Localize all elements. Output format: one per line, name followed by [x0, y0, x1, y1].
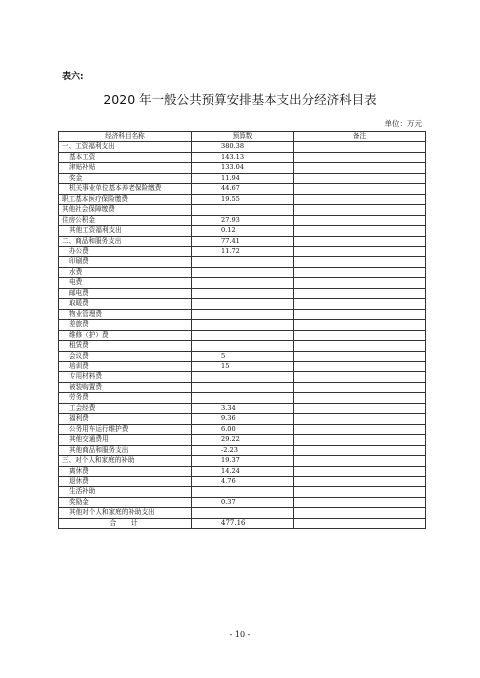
table-row — [59, 309, 426, 319]
row-item-name: 办公费 — [59, 246, 192, 256]
row-item-name: 邮电费 — [59, 288, 192, 298]
row-item-name: 其他对个人和家庭的补助支出 — [59, 508, 192, 518]
row-item-name: 一、工资福利支出 — [59, 142, 192, 152]
table-row — [59, 372, 426, 382]
row-amount: 380.38 — [192, 142, 294, 152]
table-row — [59, 320, 426, 330]
row-amount: 133.04 — [192, 163, 294, 173]
table-row — [59, 351, 426, 361]
table-row — [59, 393, 426, 403]
row-item-name: 其他商品和服务支出 — [59, 445, 192, 455]
table-row — [59, 497, 426, 507]
row-amount: 9.36 — [192, 414, 294, 424]
row-item-name: 生活补助 — [59, 487, 192, 497]
row-note — [294, 205, 426, 215]
row-note — [294, 497, 426, 507]
row-amount: 3.34 — [192, 403, 294, 413]
table-row — [59, 445, 426, 455]
row-amount — [192, 205, 294, 215]
table-label: 表六: — [62, 72, 84, 82]
table-row — [59, 476, 426, 486]
row-item-name: 其他交通费用 — [59, 435, 192, 445]
row-note — [294, 466, 426, 476]
table-row — [59, 414, 426, 424]
row-amount — [192, 278, 294, 288]
row-amount — [192, 257, 294, 267]
row-item-name: 职工基本医疗保险缴费 — [59, 194, 192, 204]
row-note — [294, 445, 426, 455]
row-amount: 6.00 — [192, 424, 294, 434]
row-item-name: 培训费 — [59, 361, 192, 371]
table-row — [59, 194, 426, 204]
row-item-name: 专用材料费 — [59, 372, 192, 382]
table-row — [59, 205, 426, 215]
row-amount — [192, 288, 294, 298]
row-note — [294, 278, 426, 288]
column-header-note: 备注 — [294, 132, 426, 142]
row-amount: 15 — [192, 361, 294, 371]
row-amount — [192, 299, 294, 309]
row-note — [294, 393, 426, 403]
row-item-name: 会议费 — [59, 351, 192, 361]
row-amount: 44.67 — [192, 184, 294, 194]
row-note — [294, 163, 426, 173]
table-row — [59, 508, 426, 518]
total-amount: 477.16 — [192, 518, 294, 528]
row-note — [294, 173, 426, 183]
table-row — [59, 403, 426, 413]
row-amount: 19.37 — [192, 456, 294, 466]
row-item-name: 奖金 — [59, 173, 192, 183]
row-item-name: 二、商品和服务支出 — [59, 236, 192, 246]
row-amount: 77.41 — [192, 236, 294, 246]
row-amount: -2.23 — [192, 445, 294, 455]
row-amount — [192, 309, 294, 319]
row-note — [294, 508, 426, 518]
table-row — [59, 267, 426, 277]
row-amount — [192, 341, 294, 351]
row-amount: 27.93 — [192, 215, 294, 225]
row-amount — [192, 508, 294, 518]
table-row — [59, 152, 426, 162]
table-row — [59, 173, 426, 183]
row-note — [294, 215, 426, 225]
table-row — [59, 456, 426, 466]
row-item-name: 公务用车运行维护费 — [59, 424, 192, 434]
row-amount — [192, 487, 294, 497]
budget-table — [58, 131, 426, 529]
table-row — [59, 487, 426, 497]
row-item-name: 水费 — [59, 267, 192, 277]
total-row — [59, 518, 426, 528]
row-note — [294, 341, 426, 351]
unit-label: 单位：万元 — [384, 119, 422, 128]
row-amount: 19.55 — [192, 194, 294, 204]
table-row — [59, 278, 426, 288]
table-row — [59, 382, 426, 392]
row-item-name: 机关事业单位基本养老保险缴费 — [59, 184, 192, 194]
row-note — [294, 246, 426, 256]
row-note — [294, 476, 426, 486]
row-amount: 0.12 — [192, 226, 294, 236]
table-row — [59, 142, 426, 152]
row-amount: 11.94 — [192, 173, 294, 183]
row-note — [294, 487, 426, 497]
row-note — [294, 382, 426, 392]
row-note — [294, 403, 426, 413]
table-row — [59, 361, 426, 371]
row-item-name: 其他工资福利支出 — [59, 226, 192, 236]
table-row — [59, 341, 426, 351]
row-note — [294, 435, 426, 445]
row-item-name: 维修（护）费 — [59, 330, 192, 340]
total-label: 合 计 — [59, 518, 192, 528]
table-row — [59, 330, 426, 340]
row-note — [294, 351, 426, 361]
row-amount — [192, 330, 294, 340]
row-note — [294, 330, 426, 340]
table-row — [59, 299, 426, 309]
row-amount: 5 — [192, 351, 294, 361]
table-row — [59, 435, 426, 445]
row-item-name: 工会经费 — [59, 403, 192, 413]
row-note — [294, 184, 426, 194]
row-item-name: 被装购置费 — [59, 382, 192, 392]
column-header-item: 经济科目名称 — [59, 132, 192, 142]
row-note — [294, 288, 426, 298]
table-row — [59, 236, 426, 246]
row-note — [294, 152, 426, 162]
row-item-name: 物业管理费 — [59, 309, 192, 319]
row-note — [294, 267, 426, 277]
row-item-name: 取暖费 — [59, 299, 192, 309]
table-row — [59, 424, 426, 434]
table-row — [59, 184, 426, 194]
row-item-name: 电费 — [59, 278, 192, 288]
row-item-name: 津贴补贴 — [59, 163, 192, 173]
row-note — [294, 142, 426, 152]
row-note — [294, 257, 426, 267]
row-item-name: 其他社会保障缴费 — [59, 205, 192, 215]
row-amount — [192, 393, 294, 403]
row-amount: 0.37 — [192, 497, 294, 507]
row-note — [294, 236, 426, 246]
row-note — [294, 194, 426, 204]
table-row — [59, 215, 426, 225]
page-title: 2020 年一般公共预算安排基本支出分经济科目表 — [103, 92, 377, 107]
table-row — [59, 163, 426, 173]
table-row — [59, 246, 426, 256]
row-item-name: 印刷费 — [59, 257, 192, 267]
row-note — [294, 414, 426, 424]
row-item-name: 差旅费 — [59, 320, 192, 330]
row-amount: 29.22 — [192, 435, 294, 445]
row-note — [294, 372, 426, 382]
table-row — [59, 257, 426, 267]
row-amount: 143.13 — [192, 152, 294, 162]
row-item-name: 福利费 — [59, 414, 192, 424]
row-item-name: 基本工资 — [59, 152, 192, 162]
row-item-name: 奖励金 — [59, 497, 192, 507]
row-item-name: 退休费 — [59, 476, 192, 486]
row-amount: 4.76 — [192, 476, 294, 486]
row-item-name: 离休费 — [59, 466, 192, 476]
row-item-name: 劳务费 — [59, 393, 192, 403]
row-item-name: 住房公积金 — [59, 215, 192, 225]
row-item-name: 租赁费 — [59, 341, 192, 351]
total-note — [294, 518, 426, 528]
row-item-name: 三、对个人和家庭的补助 — [59, 456, 192, 466]
table-header-row — [59, 132, 426, 142]
page-number: - 10 - — [229, 630, 251, 639]
table-row — [59, 226, 426, 236]
row-amount: 11.72 — [192, 246, 294, 256]
row-note — [294, 320, 426, 330]
row-note — [294, 456, 426, 466]
row-note — [294, 299, 426, 309]
row-amount — [192, 372, 294, 382]
row-note — [294, 424, 426, 434]
row-note — [294, 361, 426, 371]
column-header-amount: 预算数 — [192, 132, 294, 142]
row-note — [294, 309, 426, 319]
row-amount — [192, 320, 294, 330]
table-row — [59, 466, 426, 476]
row-amount: 14.24 — [192, 466, 294, 476]
row-amount — [192, 382, 294, 392]
row-amount — [192, 267, 294, 277]
row-note — [294, 226, 426, 236]
table-row — [59, 288, 426, 298]
